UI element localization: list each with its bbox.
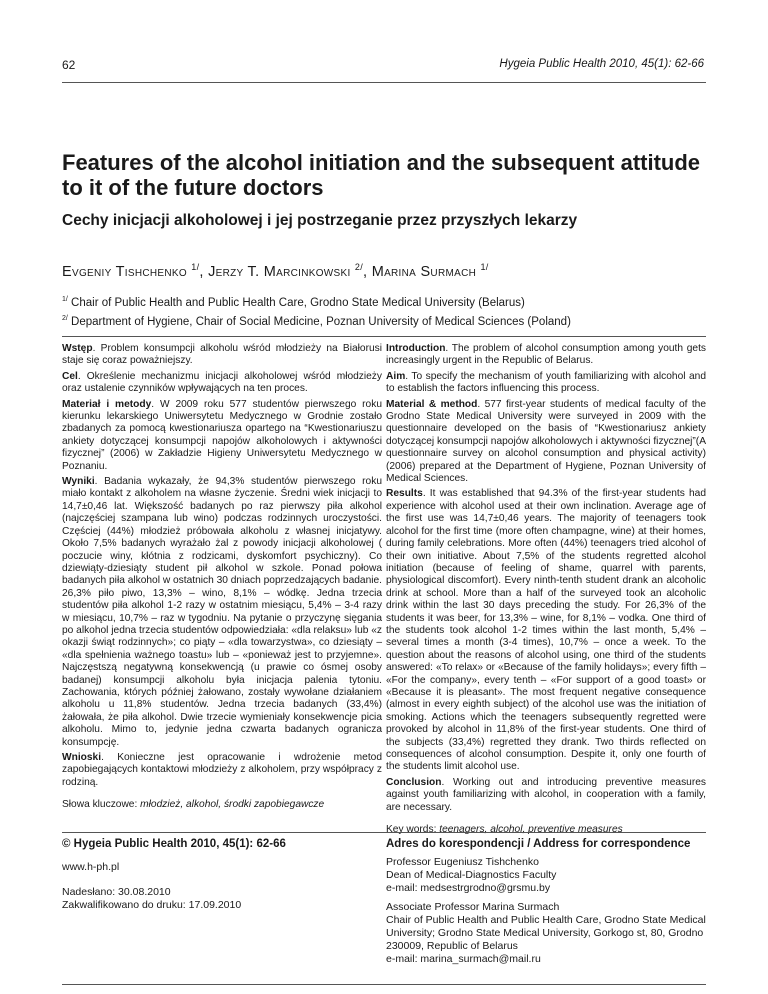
abstract-section: Wstęp. Problem konsumpcji alkoholu wśród młodzieży na Białorusi staje się coraz poważniejszy. (62, 343, 382, 367)
abstract-section: Aim. To specify the mechanism of youth familiarizing with alcohol and to establish the factors influencing this process. (386, 370, 706, 395)
section-label: Wnioski (62, 752, 102, 763)
affiliations (62, 292, 712, 330)
contact-line: Professor Eugeniusz Tishchenko (386, 856, 539, 868)
section-label: Conclusion (386, 776, 442, 788)
section-text: 577 first-year students of medical faculty of the Grodno State Medical University were surveyed in 2009 with the questionnaire developed on the basis of “Kwestionariusz ankiety dotyczącej konsumpcji napojów alkoholowych i aktywności fizycznej”(A questionnaire survey on alcohol consumption and physical activity) (2006) prepared at the Department of Hygiene, Poznan University of Medical Sciences. (386, 398, 706, 485)
section-text: Working out and introducing preventive measures against youth familiarizing with alcohol, in cooperation with a family, are necessary. (386, 776, 706, 813)
abstract-section: Introduction. The problem of alcohol consumption among youth gets increasingly urgent in the Republic of Belarus. (386, 343, 706, 367)
contact-line: Associate Professor Marina Surmach (386, 901, 560, 913)
author-sup: 2/ (354, 262, 364, 272)
author-sup: 1/ (191, 262, 200, 272)
correspondence-heading: Adres do korespondencji / Address for correspondence (386, 838, 691, 850)
section-label: Wyniki (62, 476, 95, 488)
author-name: Evgeniy Tishchenko (62, 263, 187, 280)
article-title: Features of the alcohol initiation and the subsequent attitude to it of the future doctors (62, 150, 701, 200)
received-date: Nadesłano: 30.08.2010 (62, 886, 171, 898)
abstract-section: Materiał i metody. W 2009 roku 577 studentów pierwszego roku kierunku lekarskiego Uniwersytetu Medycznego w Grodnie zostało zbadanych za pomocą kwestionariusza opartego na “Kwestionariuszu ankiety dotyczącej konsumpcji napojów alkoholowych i aktywności fizycznej” (2006) w Zakładzie Higieny Uniwersytetu Medycznego w Poznaniu. (62, 398, 382, 472)
authors: Evgeniy Tishchenko $^{1/}$, Jerzy T. Marcinkowski $^{2/}$, Marina Surmach $^{1/}$ (62, 262, 489, 280)
section-label: Wstęp (62, 343, 93, 354)
section-text: To specify the mechanism of youth familiarizing with alcohol and to establish the factors influencing this process. (386, 370, 706, 395)
keywords-text: młodzież, alkohol, środki zapobiegawcze (140, 799, 325, 811)
affiliation-text: Department of Hygiene, Chair of Social Medicine, Poznan University of Medical Sciences (Poland) (71, 315, 571, 328)
author-sup: 1/ (480, 262, 489, 272)
section-text: Określenie mechanizmu inicjacji alkoholowej wśród młodzieży oraz ustalenie czynników wpływających na ten proces. (62, 370, 382, 395)
section-text: Konieczne jest opracowanie i wdrożenie metod zapobiegających kontaktowi młodzieży z alkoholem, przy współpracy z rodziną. (62, 752, 382, 788)
article-subtitle: Cechy inicjacji alkoholowej i jej postrzeganie przez przyszłych lekarzy (62, 212, 578, 229)
abstract-section: Cel. Określenie mechanizmu inicjacji alkoholowej wśród młodzieży oraz ustalenie czynników wpływających na ten proces. (62, 370, 382, 395)
section-text: W 2009 roku 577 studentów pierwszego roku kierunku lekarskiego Uniwersytetu Medycznego w Grodnie zostało zbadanych za pomocą kwestionariusza opartego na “Kwestionariuszu ankiety dotyczącej konsumpcji napojów alkoholowych i aktywności fizycznej” (2006) w Zakładzie Higieny Uniwersytetu Medycznego w Poznaniu. (62, 398, 382, 472)
abstract-section: Wyniki. Badania wykazały, że 94,3% studentów pierwszego roku miało kontakt z alkoholem na własne życzenie. Średni wiek inicjacji to 14,7±0,46 lat. Większość badanych po raz pierwszy piła alkohol (najczęściej szampana lub wino) podczas rodzinnych uroczystości. Częściej (44%) młodzież próbowała alkoholu z własnej inicjatywy. Około 7,5% badanych wyrażało żal z powody inicjacji alkoholowej ( poczucie winy, kłótnia z rodzicami, dyskomfort psychiczny). Co dziewiąty-dziesiąty student pił alkohol w szkole. Ponad połowa badanych piła alkohol w ostatnich 30 dniach poprzedzających badanie. 26,3% piło piwo, 13,3% – wino, 8,1% – wódkę. Jedna trzecia studentów piła alkohol 1-2 razy w ostatnim miesiącu, 5,4% – 3-4 razy w miesiącu, 10,7% – raz w tygodniu. Na pytanie o przyczynę sięgania po alkohol jedna trzecia studentów odpowiedziała: «dla relaksu» lub «z okazji świąt rodzinnych»; co piąty – «dla towarzystwa», co dziesiąty – «dla spełnienia ważnego toastu» lub – «ponieważ jest to przyjemne». Najczęstszą negatywną konsekwencją (u prawie co ósmej osoby badanej) konsumpcji alkoholu była inicjacja palenia tytoniu. Zachowania, których później żałowano, zostały wywołane działaniem alkoholu u 11,8% studentów. Jedna trzecia badanych (33,4%) żałowała, że piła alkohol. Dwie trzecie wymieniały konsekwencje picia alkoholu. Mimo to, jedynie jedna czwarta badanych ogranicza konsumpcję. (62, 476, 382, 748)
correspondence (386, 838, 706, 966)
affiliation-text: Chair of Public Health and Public Health Care, Grodno State Medical University (Belarus) (71, 296, 525, 309)
affiliation-sup: 2/ (62, 314, 68, 322)
keywords: Key words: teenagers, alcohol, preventive measures (386, 824, 623, 836)
abstract-section: Material & method. 577 first-year students of medical faculty of the Grodno State Medical University were surveyed in 2009 with the questionnaire developed on the basis of “Kwestionariusz ankiety dotyczącej konsumpcji napojów alkoholowych i aktywności fizycznej”(A questionnaire survey on alcohol consumption and physical activity) (2006) prepared at the Department of Hygiene, Poznan University of Medical Sciences. (386, 398, 706, 485)
section-label: Materiał i metody (62, 398, 152, 410)
contact-line: Dean of Medical-Diagnostics Faculty (386, 869, 557, 881)
copyright: © Hygeia Public Health 2010, 45(1): 62-66 (62, 838, 286, 850)
keywords: Słowa kluczowe: młodzież, alkohol, środki zapobiegawcze (62, 799, 325, 811)
abstract-english (386, 343, 706, 839)
top-rule (62, 82, 706, 83)
section-label: Aim (386, 370, 406, 382)
end-rule (62, 984, 706, 985)
section-label: Introduction (386, 343, 446, 354)
author-name: Jerzy T. Marcinkowski (208, 263, 351, 280)
section-text: It was established that 94.3% of the first-year students had experience with alcohol used at their own inclination. Average age of the first use was 14,7±0,46 years. The majority of teenagers took alcohol for the first time (more often champagne, wine) at their homes, during family celebrations. More often (44%) teenagers tried alcohol of their own initiative. About 7,5% of the students regretted alcohol initiation (because of feeling of shame, quarrel with parents, physiological discomfort). Every ninth-tenth student drank an alcoholic drink at school. More than a half of the surveyed took an alcoholic drink within the last 30 days preceding the study. For 26,3% of the students it was beer, for 13,3% – wine, for 8,1% – vodka. One third of the students took alcohol 1-2 times within the last month, 5,4% – several times a month (3-4 times), 10,7% – once a week. To the question about the reasons of alcohol using, one third of the students answered: «To relax» or «Because of the family holidays»; every fifth – «For the company», every tenth – «For support of a good toast» or «Because it is pleasant». The most frequent negative consequence (almost in every eighth subject) of the alcohol use was the initiation of smoking. Actions which the teenagers subsequently regretted were provoked by alcohol in 11,8% of the first-year students. One third of the subjects (33,4%) regretted they drank. Two thirds reflected on consequences of alcohol consumption. Despite it, only one fourth of the students limit alcohol use. (386, 488, 706, 773)
journal-header: Hygeia Public Health 2010, 45(1): 62-66 (499, 58, 704, 70)
section-text: Badania wykazały, że 94,3% studentów pierwszego roku miało kontakt z alkoholem na własne życzenie. Średni wiek inicjacji to 14,7±0,46 lat. Większość badanych po raz pierwszy piła alkohol (najczęściej szampana lub wino) podczas rodzinnych uroczystości. Częściej (44%) młodzież próbowała alkoholu z własnej inicjatywy. Około 7,5% badanych wyrażało żal z powody inicjacji alkoholowej ( poczucie winy, kłótnia z rodzicami, dyskomfort psychiczny). Co dziewiąty-dziesiąty student pił alkohol w szkole. Ponad połowa badanych piła alkohol w ostatnich 30 dniach poprzedzających badanie. 26,3% piło piwo, 13,3% – wino, 8,1% – wódkę. Jedna trzecia studentów piła alkohol 1-2 razy w ostatnim miesiącu, 5,4% – 3-4 razy w miesiącu, 10,7% – raz w tygodniu. Na pytanie o przyczynę sięgania po alkohol jedna trzecia studentów odpowiedziała: «dla relaksu» lub «z okazji świąt rodzinnych»; co piąty – «dla towarzystwa», co dziesiąty – «dla spełnienia ważnego toastu» lub – «ponieważ jest to przyjemne». Najczęstszą negatywną konsekwencją (u prawie co ósmej osoby badanej) konsumpcji alkoholu była inicjacja palenia tytoniu. Zachowania, których później żałowano, zostały wywołane działaniem alkoholu u 11,8% studentów. Jedna trzecia badanych (33,4%) żałowała, że piła alkohol. Dwie trzecie wymieniały konsekwencje picia alkoholu. Mimo to, jedynie jedna czwarta badanych ogranicza konsumpcję. (62, 476, 382, 748)
accepted-date: Zakwalifikowano do druku: 17.09.2010 (62, 899, 242, 911)
mid-rule (62, 336, 706, 337)
section-text: Problem konsumpcji alkoholu wśród młodzieży na Białorusi staje się coraz poważniejszy. (62, 343, 382, 367)
section-label: Cel (62, 370, 78, 382)
page-number: 62 (62, 58, 76, 72)
section-label: Material & method (386, 398, 478, 410)
bottom-rule (62, 832, 706, 833)
affiliation (62, 292, 712, 311)
section-label: Results (386, 488, 423, 500)
keywords-label: Key words (386, 824, 434, 836)
contact-email[interactable]: e-mail: medsestrgrodno@grsmu.by (386, 882, 551, 894)
abstract-section: Wnioski. Konieczne jest opracowanie i wdrożenie metod zapobiegających kontaktowi młodzieży z alkoholem, przy współpracy z rodziną. (62, 752, 382, 788)
contact-line: Chair of Public Health and Public Health Care, Grodno State Medical University; Grodno State Medical University, Gorkogo st, 80, Grodno 230009, Republic of Belarus (386, 914, 706, 952)
author-name: Marina Surmach (371, 263, 477, 280)
publication-info (62, 838, 372, 912)
abstract-section: Conclusion. Working out and introducing preventive measures against youth familiarizing with alcohol, in cooperation with a family, are necessary. (386, 776, 706, 813)
keywords-label: Słowa kluczowe (62, 799, 135, 811)
section-text: The problem of alcohol consumption among youth gets increasingly urgent in the Republic of Belarus. (386, 343, 706, 367)
affiliation (62, 311, 712, 330)
contact-email[interactable]: e-mail: marina_surmach@mail.ru (386, 953, 541, 965)
website-link[interactable]: www.h-ph.pl (62, 861, 120, 873)
keywords-text: teenagers, alcohol, preventive measures (439, 824, 623, 836)
affiliation-sup: 1/ (62, 296, 68, 303)
abstract-section: Results. It was established that 94.3% of the first-year students had experience with alcohol used at their own inclination. Average age of the first use was 14,7±0,46 years. The majority of teenagers took alcohol for the first time (more often champagne, wine) at their homes, during family celebrations. More often (44%) teenagers tried alcohol of their own initiative. About 7,5% of the students regretted alcohol initiation (because of feeling of shame, quarrel with parents, physiological discomfort). Every ninth-tenth student drank an alcoholic drink at school. More than a half of the surveyed took an alcoholic drink within the last 30 days preceding the study. For 26,3% of the students it was beer, for 13,3% – wine, for 8,1% – vodka. One third of the students took alcohol 1-2 times within the last month, 5,4% – several times a month (3-4 times), 10,7% – once a week. To the question about the reasons of alcohol using, one third of the students answered: «To relax» or «Because of the family holidays»; every fifth – «For the company», every tenth – «For support of a good toast» or «Because it is pleasant». The most frequent negative consequence (almost in every eighth subject) of the alcohol use was the initiation of smoking. Actions which the teenagers subsequently regretted were provoked by alcohol in 11,8% of the first-year students. One third of the subjects (33,4%) regretted they drank. Two thirds reflected on consequences of alcohol consumption. Despite it, only one fourth of the students limit alcohol use. (386, 488, 706, 773)
abstract-polish (62, 343, 382, 815)
